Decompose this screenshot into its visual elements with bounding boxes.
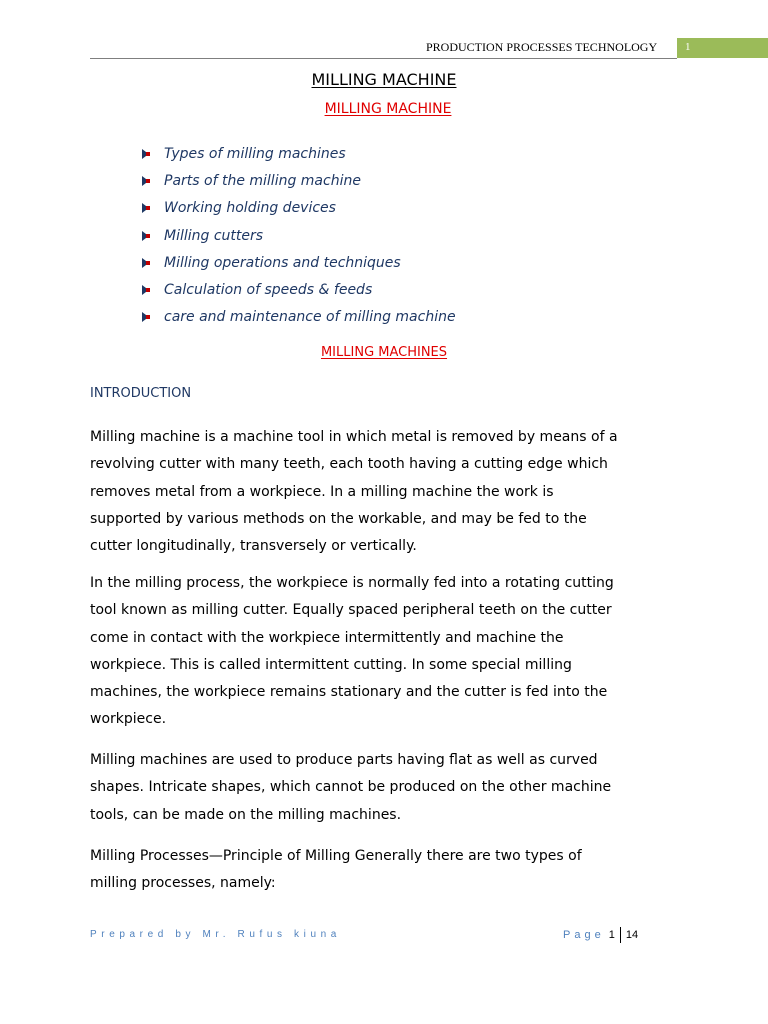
- arrow-bullet-icon: [140, 230, 152, 242]
- paragraph-line: removes metal from a workpiece. In a milling machine the work is: [90, 483, 554, 500]
- header-page-number: 1: [685, 41, 691, 53]
- paragraph-line: Milling machine is a machine tool in which metal is removed by means of a: [90, 429, 618, 445]
- list-item: [140, 276, 456, 303]
- arrow-bullet-icon: [140, 311, 152, 323]
- document-title-text: MILLING MACHINE: [311, 70, 457, 89]
- paragraph-3: [90, 747, 690, 829]
- paragraph-line: tools, can be made on the milling machines.: [90, 806, 402, 823]
- paragraph-line: Milling Processes—Principle of Milling Generally there are two types of: [90, 848, 582, 864]
- header-divider: [90, 58, 677, 59]
- list-item: [140, 304, 456, 331]
- document-title: [0, 70, 768, 89]
- list-item: [140, 140, 456, 167]
- footer-page-total: 14: [625, 929, 639, 941]
- header-title: PRODUCTION PROCESSES TECHNOLOGY: [426, 40, 658, 54]
- list-item-label: Types of milling machines: [164, 145, 346, 162]
- paragraph-line: Milling machines are used to produce parts having flat as well as curved: [90, 752, 598, 768]
- list-item: [140, 222, 456, 249]
- arrow-bullet-icon: [140, 202, 152, 214]
- document-subtitle: [0, 101, 768, 117]
- paragraph-line: shapes. Intricate shapes, which cannot be produced on the other machine: [90, 779, 612, 796]
- paragraph-line: cutter longitudinally, transversely or vertically.: [90, 538, 417, 555]
- paragraph-1: [90, 424, 690, 560]
- footer-page-current: 1: [608, 929, 615, 941]
- list-item-label: Milling cutters: [164, 227, 264, 244]
- list-item-label: Parts of the milling machine: [164, 172, 361, 189]
- footer-page-label: Page: [563, 929, 605, 941]
- arrow-bullet-icon: [140, 148, 152, 160]
- paragraph-4: [90, 843, 690, 898]
- paragraph-line: come in contact with the workpiece intermittently and machine the: [90, 629, 564, 646]
- list-item: [140, 195, 456, 222]
- section-title-text: MILLING MACHINES: [320, 345, 448, 360]
- paragraph-line: workpiece. This is called intermittent cutting. In some special milling: [90, 656, 572, 673]
- paragraph-line: tool known as milling cutter. Equally spaced peripheral teeth on the cutter: [90, 602, 612, 619]
- footer-page-indicator: [563, 927, 638, 943]
- header-page-box: [677, 38, 768, 58]
- arrow-bullet-icon: [140, 175, 152, 187]
- document-subtitle-text: MILLING MACHINE: [324, 101, 452, 117]
- list-item-label: Calculation of speeds & feeds: [164, 282, 373, 299]
- list-item-label: care and maintenance of milling machine: [164, 309, 456, 326]
- footer-author: Prepared by Mr. Rufus kiuna: [90, 929, 341, 940]
- paragraph-line: milling processes, namely:: [90, 875, 276, 892]
- topic-list: [140, 140, 456, 331]
- paragraph-line: machines, the workpiece remains stationary and the cutter is fed into the: [90, 684, 608, 701]
- list-item: [140, 167, 456, 194]
- paragraph-line: In the milling process, the workpiece is normally fed into a rotating cutting: [90, 575, 614, 591]
- list-item-label: Working holding devices: [164, 200, 336, 217]
- intro-heading: INTRODUCTION: [90, 386, 192, 401]
- footer-page-separator: [620, 927, 621, 943]
- paragraph-line: workpiece.: [90, 711, 167, 728]
- section-title: [0, 345, 768, 360]
- arrow-bullet-icon: [140, 284, 152, 296]
- list-item-label: Milling operations and techniques: [164, 254, 401, 271]
- paragraph-line: supported by various methods on the workable, and may be fed to the: [90, 510, 587, 527]
- paragraph-line: revolving cutter with many teeth, each tooth having a cutting edge which: [90, 456, 608, 473]
- list-item: [140, 249, 456, 276]
- arrow-bullet-icon: [140, 257, 152, 269]
- paragraph-2: [90, 570, 690, 734]
